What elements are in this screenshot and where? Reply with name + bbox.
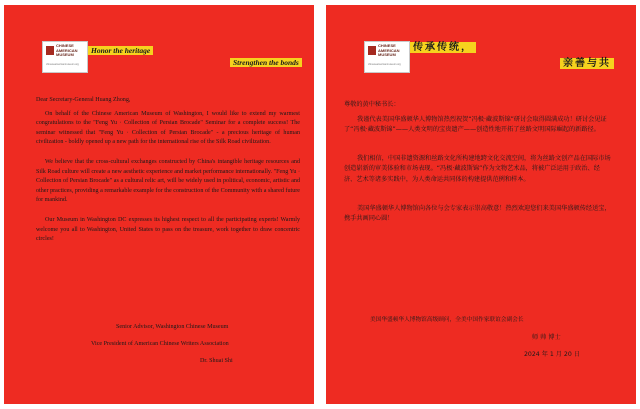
logo-line-2: AMERICAN bbox=[378, 47, 400, 53]
paragraph-2: We believe that the cross-cultural exchanges constructed by China's intangible heritage resources and Silk Road culture will create a new aesthetic experience and market performance internationally. "Feng Yu · Collection of Persian Brocade" as a cultural relic art, will be widely used in political, economic, artistic and other practices, providing a remarkable example for the construction of the Community with a shared future for mankind. bbox=[36, 158, 300, 204]
logo-line-1: CHINESE bbox=[378, 43, 396, 48]
museum-logo bbox=[364, 41, 410, 73]
salutation: 尊敬的黄中秘书长： bbox=[344, 101, 400, 108]
salutation: Dear Secretary-General Huang Zhong, bbox=[36, 97, 131, 103]
museum-emblem-icon bbox=[46, 46, 54, 55]
banner-strengthen-bonds: Strengthen the bonds bbox=[230, 58, 302, 67]
paragraph-3: 美国华盛顿华人博物馆向各位与会专家表示崇高敬意！热烈欢迎您们来美国华盛顿传经送宝，携手共画同心圆！ bbox=[344, 204, 611, 223]
banner-chinese-bottom: 亲善与共 bbox=[560, 58, 614, 69]
letter-body bbox=[344, 100, 612, 225]
banner-chinese-top: 传承传统， bbox=[410, 42, 476, 53]
signature-name: Dr. Shuai Shi bbox=[200, 358, 233, 364]
logo-line-2: AMERICAN bbox=[56, 47, 78, 53]
museum-emblem-icon bbox=[368, 46, 376, 55]
paragraph-1: 我谨代表美国华盛顿华人博物馆热烈祝贺“冯极·藏波斯锦”研讨会取得圆满成功！研讨会见证了“冯极·藏波斯锦”——人类文明的宝贵遗产——创造性地开拓了丝路文明国际崛起的新路径。 bbox=[344, 115, 607, 134]
paragraph-2: 我们相信，中国非遗资源和丝路文化所构建地跨文化交流空间，将为丝路文创产品在国际市场创造崭新的审美体验和市场表现。“冯极·藏波斯锦”作为文物艺术品，将被广泛运用于政治、经济、艺术等诸多实践中，为人类命运共同体的构建提供范例和样本。 bbox=[344, 154, 611, 183]
logo-line-1: CHINESE bbox=[56, 43, 74, 48]
letter-body bbox=[36, 96, 300, 245]
english-letter-page bbox=[4, 5, 314, 404]
chinese-letter-page bbox=[326, 5, 636, 404]
logo-line-3: MUSEUM bbox=[378, 52, 396, 57]
signature-date: 2024 年 1 月 20 日 bbox=[524, 351, 580, 358]
signature-name: 师 帅 博士 bbox=[532, 334, 561, 341]
logo-url: chineseamericanmuseum.org bbox=[368, 63, 401, 66]
museum-logo bbox=[42, 41, 88, 73]
paragraph-1: On behalf of the Chinese American Museum of Washington, I would like to extend my warmest congratulations to the "Feng Yu · Collection of Persian Brocade" Seminar for a complete success! The seminar witnessed that "Feng Yu · Collection of Persian Brocade" - a precious heritage of human civilization - boldly opened up a new path for the international rise of the Silk Road civilization. bbox=[36, 110, 300, 146]
signature-title-1: Senior Advisor, Washington Chinese Museum bbox=[116, 324, 229, 330]
banner-honor-heritage: Honor the heritage bbox=[88, 46, 153, 55]
signature-title: 美国华盛顿华人博物馆高级顾问，全美中国作家联谊会副会长 bbox=[370, 317, 524, 323]
signature-title-2: Vice President of American Chinese Writers Association bbox=[91, 341, 229, 347]
logo-url: chineseamericanmuseum.org bbox=[46, 63, 79, 66]
logo-line-3: MUSEUM bbox=[56, 52, 74, 57]
paragraph-3: Our Museum in Washington DC expresses its highest respect to all the participating experts! Warmly welcome you all to Washington, United States to pass on the treasure, work together to draw concentric circles! bbox=[36, 216, 300, 243]
